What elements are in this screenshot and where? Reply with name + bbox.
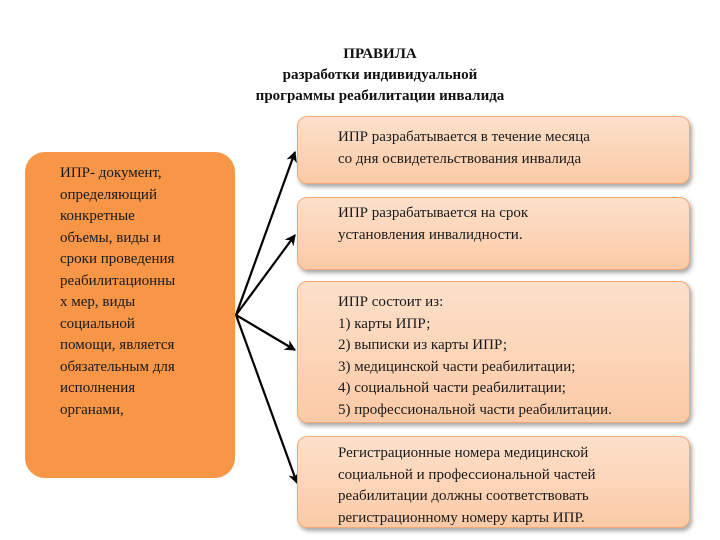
arrow-to-rule-4 <box>236 315 297 483</box>
rule-line: ИПР состоит из: <box>338 294 444 310</box>
rule-line: установления инвалидности. <box>338 226 523 243</box>
rule-line: ИПР разрабатывается на срок <box>338 205 529 221</box>
rule-line: 2) выписки из карты ИПР; <box>338 337 508 353</box>
rule-line: 5) профессиональной части реабилитации. <box>338 401 612 418</box>
title-line-3: программы реабилитации инвалида <box>255 88 505 104</box>
definition-line: ИПР- документ, <box>60 165 162 181</box>
definition-line: сроки проведения <box>60 251 175 267</box>
rule-box-deadline <box>297 116 690 184</box>
definition-line: органами, <box>60 401 124 418</box>
rule-line: со дня освидетельствования инвалида <box>338 150 582 167</box>
rule-line: ИПР разрабатывается в течение месяца <box>338 129 590 145</box>
rule-line: Регистрационные номера медицинской <box>338 445 589 461</box>
arrow-to-rule-3 <box>236 315 295 350</box>
definition-line: определяющий <box>60 186 157 203</box>
definition-line: х мер, виды <box>60 294 136 310</box>
rule-line: 1) карты ИПР; <box>338 315 431 332</box>
title-line-2: разработки индивидуальной <box>282 67 478 83</box>
rule-box-registration <box>297 436 690 528</box>
definition-line: реабилитационны <box>60 272 176 289</box>
definition-line: конкретные <box>60 208 135 224</box>
definition-line: объемы, виды и <box>60 229 161 246</box>
title-line-1: ПРАВИЛА <box>343 46 417 62</box>
rule-box-term <box>297 197 690 270</box>
arrow-to-rule-2 <box>236 235 295 315</box>
rule-line: регистрационному номеру карты ИПР. <box>338 509 585 526</box>
definition-line: помощи, является <box>60 337 175 353</box>
rule-line: реабилитации должны соответствовать <box>338 488 589 504</box>
definition-line: исполнения <box>60 380 136 396</box>
arrow-to-rule-1 <box>236 152 295 315</box>
rule-line: 4) социальной части реабилитации; <box>338 380 566 396</box>
rule-line: 3) медицинской части реабилитации; <box>338 358 576 375</box>
rule-box-composition <box>297 281 690 423</box>
rule-line: социальной и профессиональной частей <box>338 466 596 483</box>
definition-line: обязательным для <box>60 358 175 375</box>
definition-line: социальной <box>60 315 135 332</box>
